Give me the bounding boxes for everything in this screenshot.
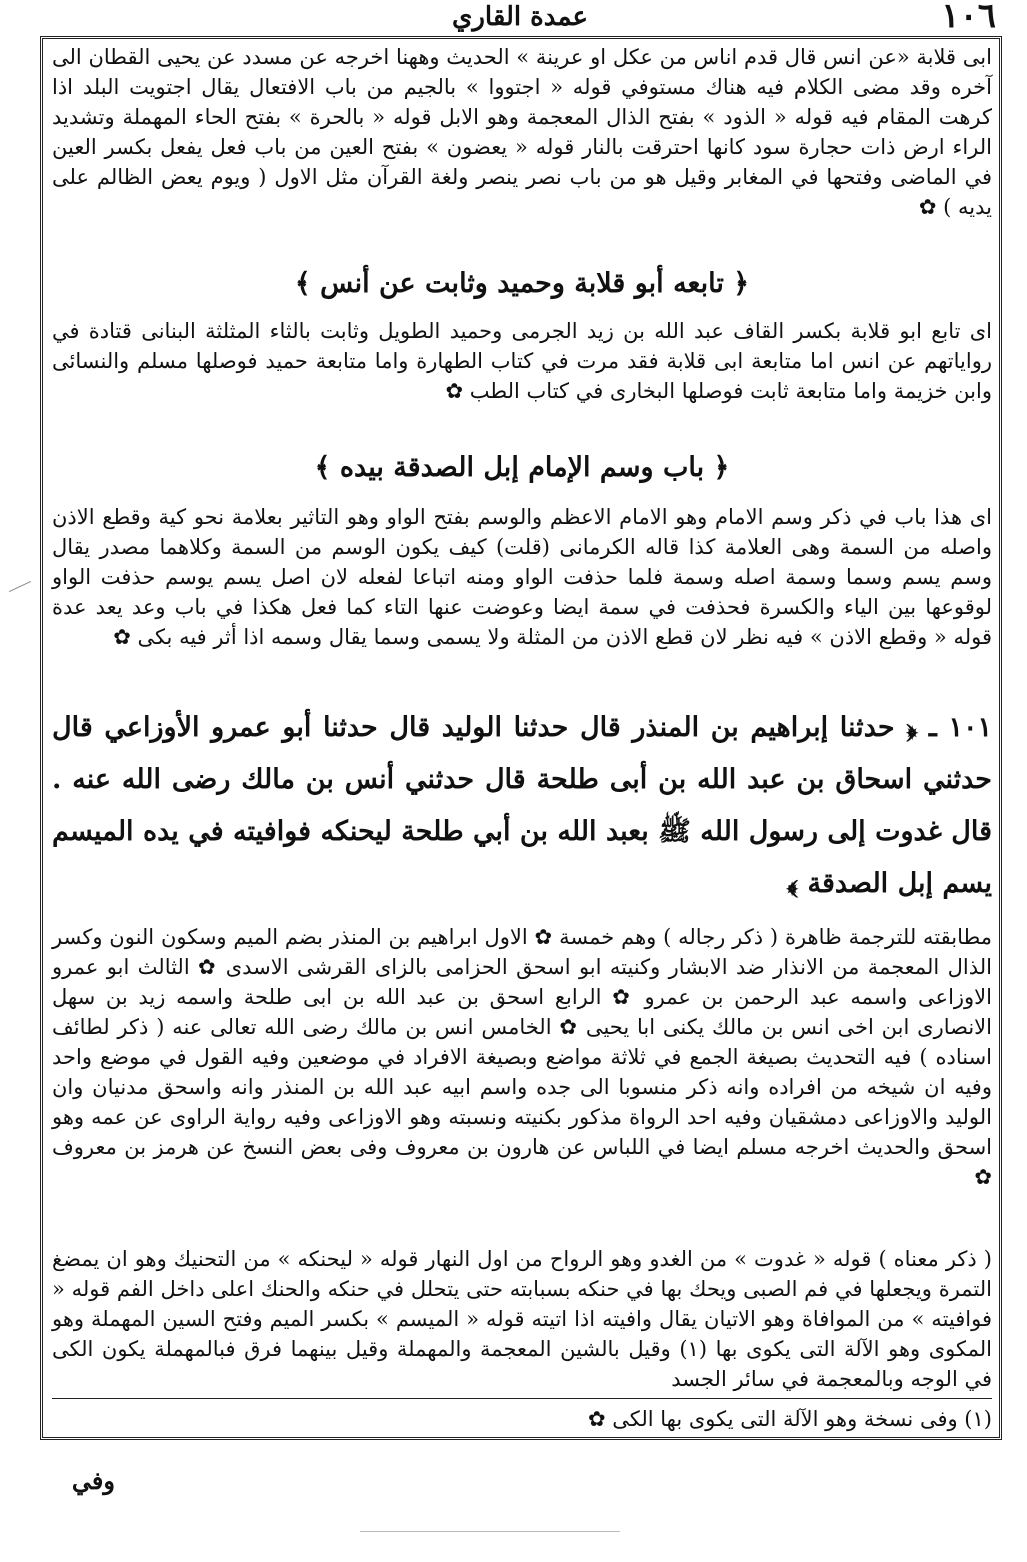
paragraph-2: اى تابع ابو قلابة بكسر القاف عبد الله بن زيد الجرمى وحميد الطويل وثابت بالثاء المثلثة البنانى قتادة في رواياتهم عن انس اما متابعة ابى قلابة فقد مرت في كتاب الطهارة واما متابعة حميد فوصلها مسلم والنسائى وابن خزيمة واما متابعة ثابت فوصلها البخارى في كتاب الطب ✿	[52, 319, 992, 403]
heading-bab: ﴿ باب وسم الإمام إبل الصدقة بيده ﴾	[314, 452, 730, 483]
page-number: ١٠٦	[941, 0, 996, 36]
paragraph-3: اى هذا باب في ذكر وسم الامام وهو الامام الاعظم والوسم بفتح الواو وهو التاثير بعلامة نحو كية وقطع الاذن واصله من السمة وهى العلامة كذا قاله الكرمانى (قلت) كيف يكون الوسم من السمة وكلاهما مصدر يقال وسم يسم وسما وسمة اصله وسمة فلما حذفت الواو ومنه اتباعا لفعله لان اصل يسم يوسم حذفت الواو لوقوعها بين الياء والكسرة فحذفت في سمة ايضا وعوضت عنها التاء كما فعل هكذا في باب وعد يعد عدة قوله « وقطع الاذن » فيه نظر لان قطع الاذن من المثلة ولا يسمى وسما يقال وسمه اذا أثر فيه بكى ✿	[52, 505, 992, 649]
margin-mark	[9, 581, 31, 592]
page-header	[40, 0, 1000, 40]
hadith-text: ١٠١ ـ ﴿ حدثنا إبراهيم بن المنذر قال حدثنا الوليد قال حدثنا أبو عمرو الأوزاعي قال حدثني اسحاق بن عبد الله بن أبى طلحة قال حدثني أنس بن مالك رضى الله عنه . قال غدوت إلى رسول الله ﷺ بعبد الله بن أبي طلحة ليحنكه فوافيته في يده الميسم يسم إبل الصدقة ﴾	[52, 712, 992, 899]
paragraph-5: ( ذكر معناه ) قوله « غدوت » من الغدو وهو الرواح من اول النهار قوله « ليحنكه » من التحنيك وهو ان يمضغ التمرة ويجعلها في فم الصبى ويحك بها في حنكه بسبابته حتى يتحلل في حنكه والحنك اعلى داخل الفم قوله « فوافيته » من الموافاة وهو الاتيان يقال وافيته اذا اتيته قوله « الميسم » بكسر الميم وفتح السين المهملة وهو المكوى وهو الآلة التى يكوى بها (١) وقيل بالشين المعجمة والمهملة وقيل بينهما فرق فبالمهملة يكون الكى في الوجه وبالمعجمة في سائر الجسد	[52, 1247, 992, 1391]
paragraph-1: ابى قلابة «عن انس قال قدم اناس من عكل او عرينة » الحديث وههنا اخرجه عن مسدد عن يحيى القطان الى آخره وقد مضى الكلام فيه هناك مستوفي قوله « اجتووا » بالجيم من باب الافتعال يقال اجتويت البلد اذا كرهت المقام فيه قوله « الذود » بفتح الذال المعجمة وهو الابل قوله « بالحرة » بفتح الحاء المهملة وتشديد الراء ارض ذات حجارة سود كانها احترقت بالنار قوله « يعضون » بفتح العين من باب فعل يفعل بكسر العين في الماضى وفتحها في المغابر وقيل هو من باب نصر ينصر ولغة القرآن مثل الاول ( ويوم يعض الظالم على يديه ) ✿	[52, 45, 992, 219]
catchword: وفي	[71, 1466, 115, 1495]
paragraph-4: مطابقته للترجمة ظاهرة ( ذكر رجاله ) وهم خمسة ✿ الاول ابراهيم بن المنذر بضم الميم وسكون النون وكسر الذال المعجمة من الانذار ضد الابشار وكنيته ابو اسحق الحزامى بالزاى القرشى الاسدى ✿ الثالث ابو عمرو الاوزاعى واسمه عبد الرحمن بن عمرو ✿ الرابع اسحق بن عبد الله بن ابى طلحة واسمه زيد بن سهل الانصارى ابن اخى انس بن مالك يكنى ابا يحيى ✿ الخامس انس بن مالك رضى الله تعالى عنه ( ذكر لطائف اسناده ) فيه التحديث بصيغة الجمع في ثلاثة مواضع وبصيغة الافراد في موضعين وفيه القول في موضع واحد وفيه ان شيخه من افراده وانه ذكر منسوبا الى جده واسم ابيه عبد الله بن المنذر وانه واسحق مدنيان وان الوليد والاوزاعى دمشقيان وفيه احد الرواة مذكور بكنيته ونسبته وهو الاوزاعى وفيه رواية الراوى عن عمه وهو اسحق والحديث اخرجه مسلم ايضا في اللباس عن هارون بن معروف وفى بعض النسخ عن هرمز بن معروف ✿	[52, 925, 992, 1189]
footnote-divider	[52, 1398, 992, 1399]
footnote: (١) وفى نسخة وهو الآلة التى يكوى بها الكى ✿	[587, 1407, 992, 1431]
heading-tabaahu: ﴿ تابعه أبو قلابة وحميد وثابت عن أنس ﴾	[294, 268, 750, 299]
scan-artifact-line	[360, 1531, 620, 1532]
book-title: عمدة القاري	[452, 2, 588, 32]
